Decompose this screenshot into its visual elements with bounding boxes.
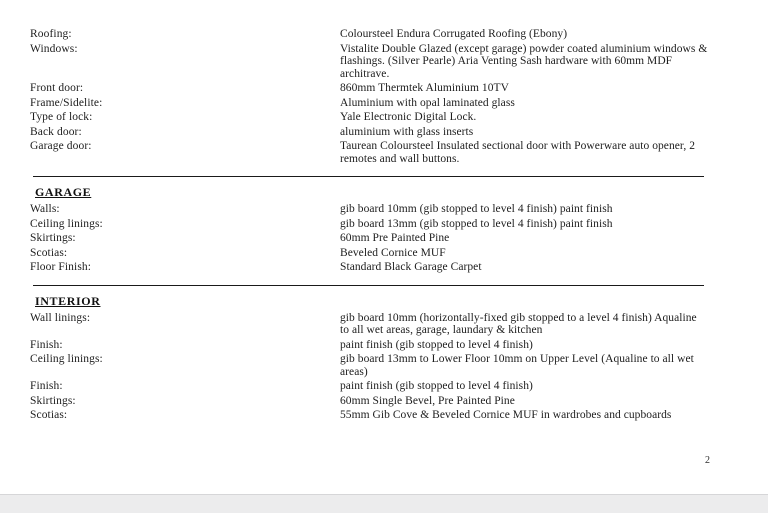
spec-value: paint finish (gib stopped to level 4 finish): [340, 380, 533, 392]
spec-label: Back door:: [30, 125, 82, 138]
table-row: [30, 97, 708, 112]
table-row: [30, 111, 708, 126]
spec-value: gib board 13mm (gib stopped to level 4 finish) paint finish: [340, 217, 613, 230]
spec-table-exterior: [30, 28, 708, 167]
table-row: [30, 312, 708, 339]
spec-label: Garage door:: [30, 140, 92, 152]
document-body: [30, 28, 708, 424]
table-row: [30, 43, 708, 83]
spec-value: Standard Black Garage Carpet: [340, 261, 482, 273]
spec-label: Finish:: [30, 380, 63, 392]
spec-value: gib board 10mm (gib stopped to level 4 finish) paint finish: [340, 203, 613, 215]
spec-label: Finish:: [30, 338, 63, 351]
spec-value: Beveled Cornice MUF: [340, 246, 446, 259]
spec-label: Skirtings:: [30, 394, 76, 407]
spec-value: Yale Electronic Digital Lock.: [340, 111, 477, 123]
spec-label: Roofing:: [30, 28, 72, 40]
table-row: [30, 140, 708, 167]
table-row: [30, 126, 708, 141]
spec-label: Wall linings:: [30, 311, 91, 324]
spec-value: Coloursteel Endura Corrugated Roofing (Ebony): [340, 28, 568, 40]
table-row: [30, 409, 708, 424]
spec-label: Ceiling linings:: [30, 353, 103, 365]
spec-value: Vistalite Double Glazed (except garage) powder coated aluminium windows & flashings. (Silver Pearle) Aria Venting Sash hardware with 60mm MDF architrave.: [340, 42, 708, 80]
section-heading-garage: GARAGE: [35, 185, 92, 199]
spec-label: Walls:: [30, 203, 60, 215]
table-row: [30, 203, 708, 218]
spec-value: gib board 10mm (horizontally-fixed gib stopped to a level 4 finish) Aqualine to all wet areas, garage, laundary & kitchen: [340, 311, 697, 336]
table-row: [30, 28, 708, 43]
spec-label: Ceiling linings:: [30, 217, 103, 230]
spec-table-garage: [30, 203, 708, 276]
spec-label: Scotias:: [30, 409, 68, 421]
spec-label: Front door:: [30, 82, 84, 94]
section-heading-interior: INTERIOR: [35, 293, 101, 308]
table-row: [30, 247, 708, 262]
table-row: [30, 82, 708, 97]
spec-value: 55mm Gib Cove & Beveled Cornice MUF in wardrobes and cupboards: [340, 409, 672, 421]
section-divider: [33, 176, 704, 177]
table-row: [30, 261, 708, 276]
spec-value: 860mm Thermtek Aluminium 10TV: [340, 82, 509, 94]
table-row: [30, 380, 708, 395]
spec-value: paint finish (gib stopped to level 4 finish): [340, 338, 533, 351]
spec-label: Windows:: [30, 42, 78, 55]
viewer-bottom-strip: [0, 494, 768, 513]
spec-label: Scotias:: [30, 246, 68, 259]
table-row: [30, 232, 708, 247]
spec-label: Skirtings:: [30, 232, 76, 244]
spec-value: Taurean Coloursteel Insulated sectional door with Powerware auto opener, 2 remotes and wall buttons.: [340, 140, 695, 165]
spec-label: Floor Finish:: [30, 261, 92, 273]
spec-label: Type of lock:: [30, 111, 93, 123]
table-row: [30, 395, 708, 410]
spec-value: gib board 13mm to Lower Floor 10mm on Upper Level (Aqualine to all wet areas): [340, 353, 694, 378]
table-row: [30, 339, 708, 354]
spec-value: Aluminium with opal laminated glass: [340, 96, 515, 109]
page-number: 2: [705, 455, 710, 466]
spec-value: 60mm Single Bevel, Pre Painted Pine: [340, 394, 515, 407]
spec-label: Frame/Sidelite:: [30, 96, 103, 109]
table-row: [30, 353, 708, 380]
spec-value: 60mm Pre Painted Pine: [340, 232, 450, 244]
table-row: [30, 218, 708, 233]
spec-value: aluminium with glass inserts: [340, 125, 474, 138]
spec-table-interior: [30, 312, 708, 424]
section-divider: [33, 285, 704, 286]
